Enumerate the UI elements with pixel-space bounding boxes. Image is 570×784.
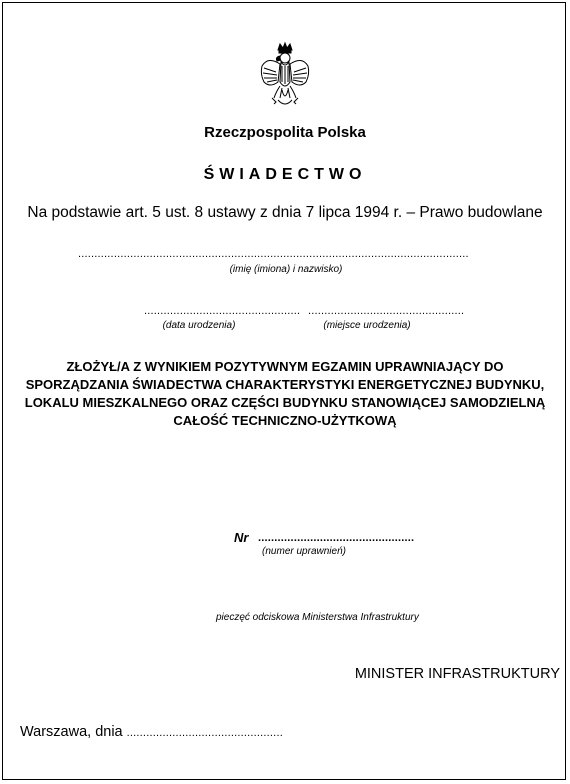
date-dotted-line: ................................................: [126, 727, 283, 739]
statement-line: CAŁOŚĆ TECHNICZNO-UŻYTKOWĄ: [173, 413, 397, 428]
country-name: Rzeczpospolita Polska: [204, 124, 366, 141]
name-caption: (imię (imiona) i nazwisko): [229, 264, 343, 275]
place-date-label: Warszawa, dnia: [20, 724, 123, 740]
number-label: Nr: [234, 530, 249, 545]
statement-line: ZŁOŻYŁ/A Z WYNIKIEM POZYTYWNYM EGZAMIN UPRAWNIAJĄCY DO: [66, 359, 504, 374]
statement-line: SPORZĄDZANIA ŚWIADECTWA CHARAKTERYSTYKI ENERGETYCZNEJ BUDYNKU,: [25, 377, 545, 392]
legal-basis-text: Na podstawie art. 5 ust. 8 ustawy z dnia 7 lipca 1994 r. – Prawo budowlane: [27, 204, 543, 221]
polish-eagle-emblem-icon: [256, 42, 314, 110]
birth-date-caption: (data urodzenia): [162, 320, 236, 331]
birth-place-dotted-line: ................................................: [308, 305, 465, 317]
document-title: ŚWIADECTWO: [203, 166, 367, 183]
seal-caption: pieczęć odciskowa Ministerstwa Infrastruktury: [216, 612, 419, 623]
birth-date-dotted-line: ................................................: [144, 305, 301, 317]
name-dotted-line: ........................................................................................................................: [78, 248, 469, 260]
statement-line: LOKALU MIESZKALNEGO ORAZ CZĘŚCI BUDYNKU STANOWIĄCEJ SAMODZIELNĄ: [24, 395, 546, 410]
minister-signature: MINISTER INFRASTRUKTURY: [354, 666, 560, 682]
number-caption: (numer uprawnień): [262, 546, 346, 557]
place-date-line: [20, 724, 283, 740]
birth-place-caption: (miejsce urodzenia): [323, 320, 411, 331]
number-dotted-line: ................................................: [258, 532, 415, 544]
exam-statement: [10, 358, 560, 430]
